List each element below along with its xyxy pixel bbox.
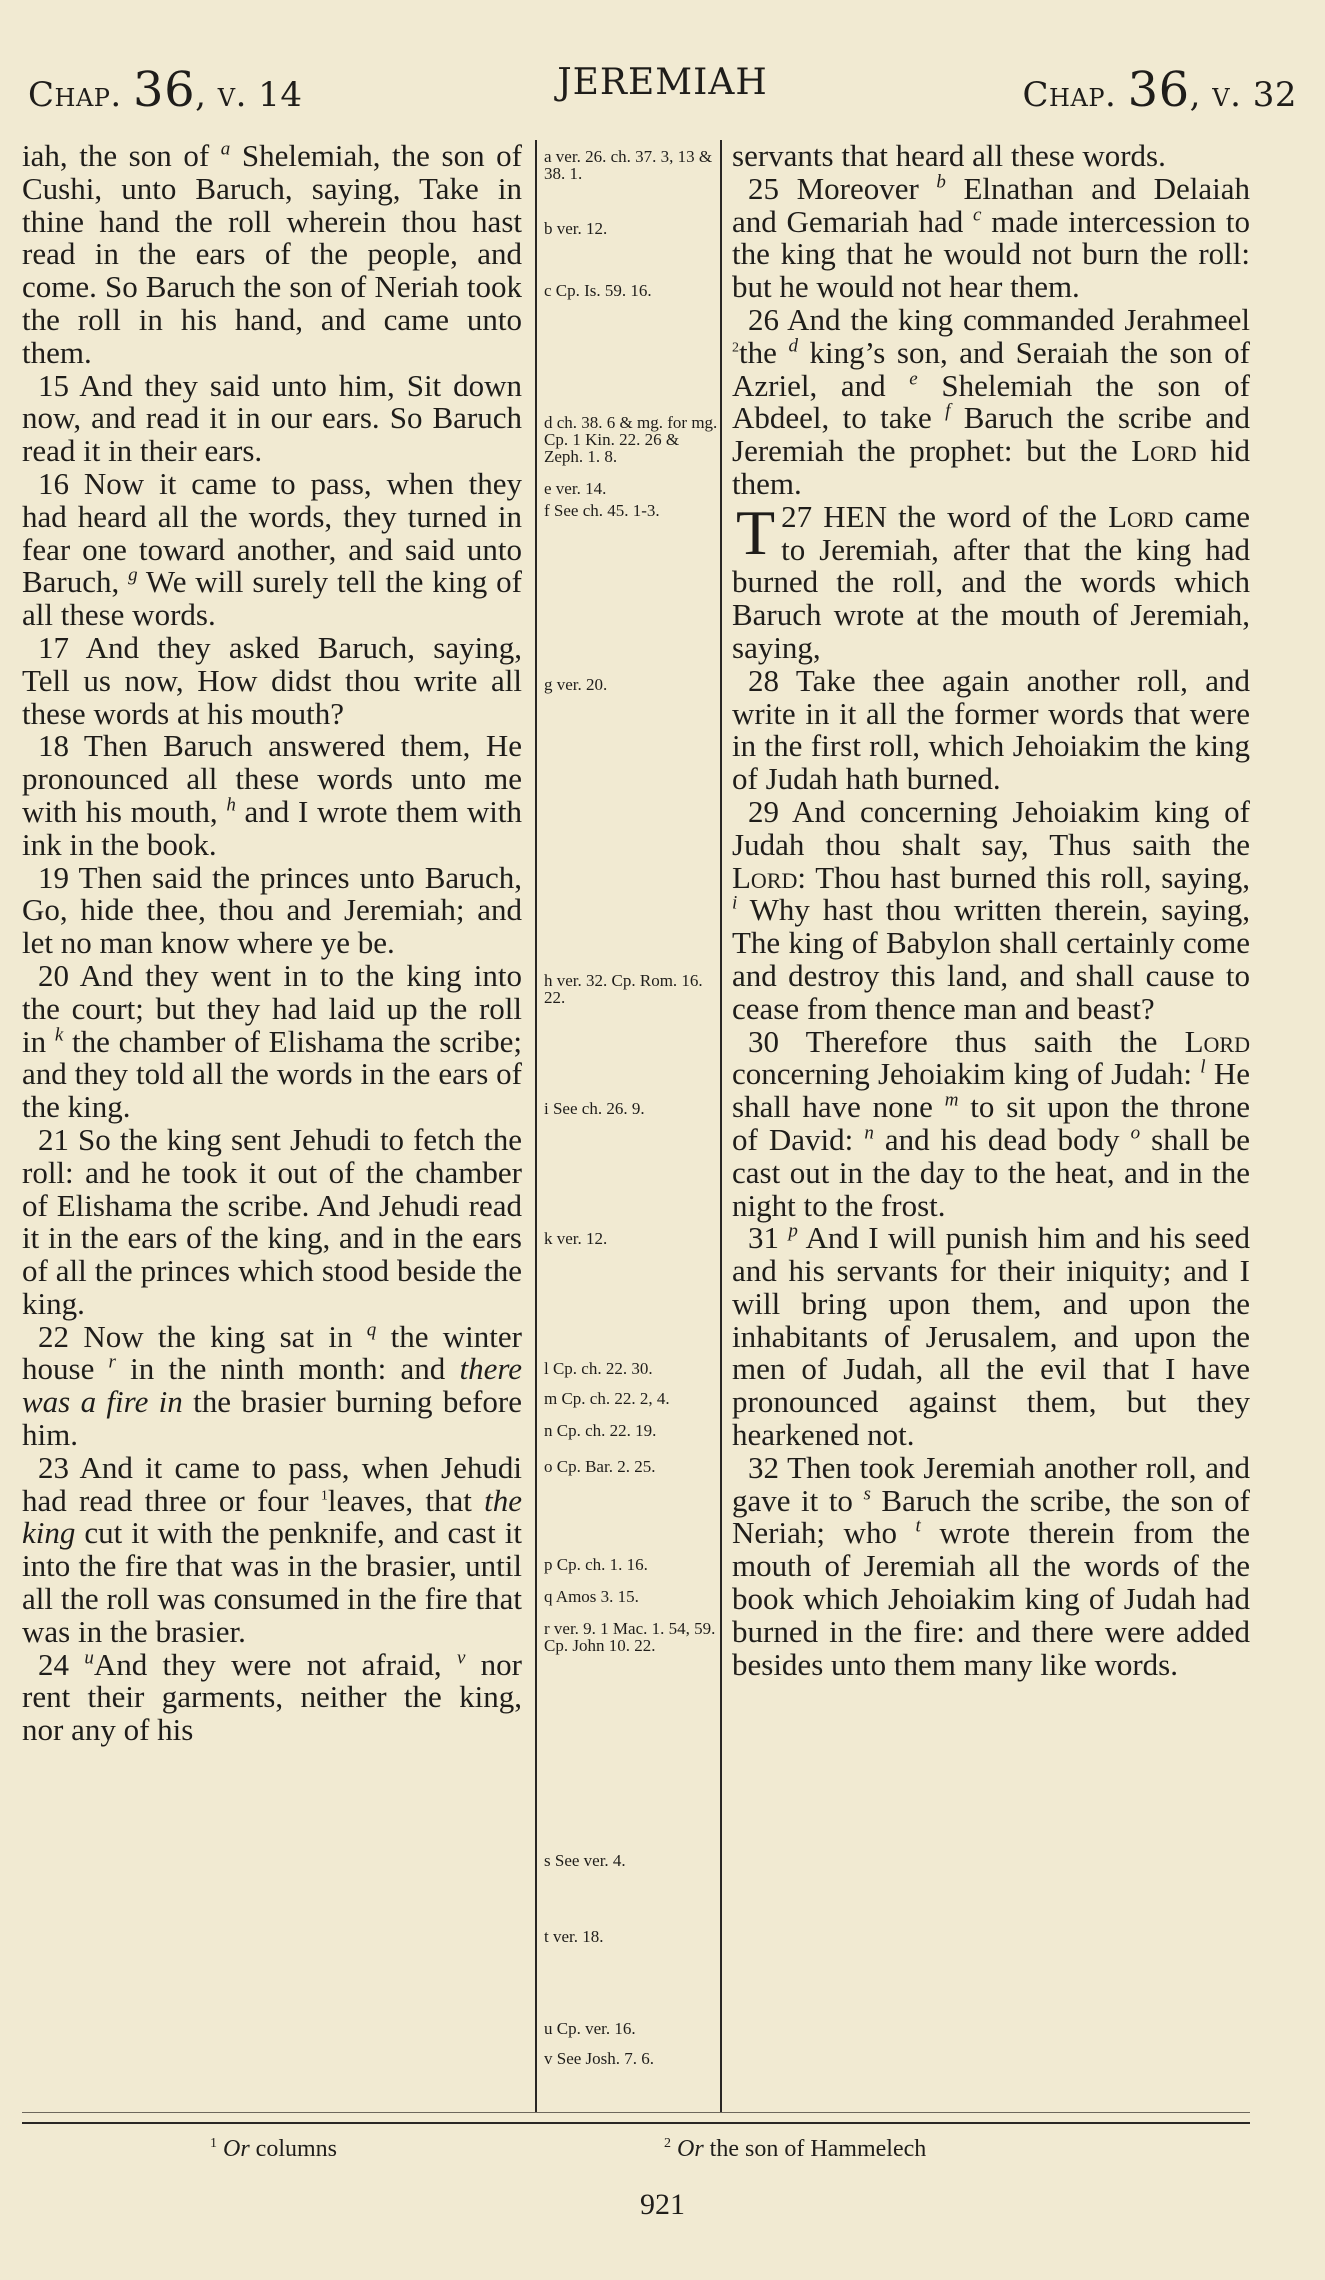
margin-reference: p Cp. ch. 1. 16.	[544, 1555, 648, 1574]
footnote-1-or: Or	[223, 2136, 250, 2162]
right-verse-paragraph: 28 Take thee again another roll, and write in it all the former words that were in the first roll, which Jehoiakim the king of Judah hath burned.	[732, 662, 1250, 797]
right-verse-paragraph: servants that heard all these words.	[732, 138, 1166, 173]
left-verse-paragraph: 18 Then Baruch answered them, He pronounced all these words unto me with his mouth, $^h$ and I wrote them with ink in the book.	[22, 728, 523, 862]
left-verse-paragraph: 24 $^u$And they were not afraid, $^v$ nor rent their garments, neither the king, nor any of his	[22, 1646, 522, 1748]
margin-reference: v See Josh. 7. 6.	[544, 2049, 655, 2068]
left-verse-paragraph: 23 And it came to pass, when Jehudi had read three or four $^1$leaves, that the king cut it with the penknife, and cast it into the fire that was in the brasier, until all the roll was consumed in the fire that was in the brasier.	[22, 1449, 522, 1649]
right-verse-paragraph: 29 And concerning Jehoiakim king of Judah thou shalt say, Thus saith the Lord: Thou hast burned this roll, saying, $^i$ Why hast thou written therein, saying, The king of Babylon shall certainly come and destroy this land, and shall cause to cease from thence man and beast?	[732, 793, 1250, 1026]
margin-reference: f See ch. 45. 1-3.	[544, 501, 660, 520]
footnote-2-number: 2	[664, 2136, 671, 2151]
margin-reference: n Cp. ch. 22. 19.	[544, 1421, 657, 1440]
footnote-1-number: 1	[210, 2136, 217, 2151]
left-verse-paragraph: 22 Now the king sat in $^q$ the winter house $^r$ in the ninth month: and there was a fire in the brasier burning before him.	[22, 1318, 522, 1453]
footnote-2-or: Or	[677, 2136, 704, 2162]
left-verse-paragraph: 21 So the king sent Jehudi to fetch the roll: and he took it out of the chamber of Elishama the scribe. And Jehudi read it in the ears of the king, and in the ears of all the princes which stood beside the king.	[22, 1121, 522, 1321]
left-text-column	[22, 140, 522, 1747]
cross-reference-margin	[540, 140, 718, 2112]
header-right-chap: Chap.	[1022, 75, 1117, 115]
margin-reference: l Cp. ch. 22. 30.	[544, 1359, 653, 1378]
page-header	[28, 62, 1297, 122]
margin-reference: i See ch. 26. 9.	[544, 1099, 645, 1118]
margin-reference: q Amos 3. 15.	[544, 1587, 639, 1606]
margin-reference: s See ver. 4.	[544, 1851, 626, 1870]
right-verse-paragraph: 32 Then took Jeremiah another roll, and gave it to $^s$ Baruch the scribe, the son of Neriah; who $^t$ wrote therein from the mouth of Jeremiah all the words of the book which Jehoiakim king of Judah had burned in the fire: and there were added besides unto them many like words.	[732, 1449, 1251, 1682]
column-divider-left	[535, 140, 537, 2112]
footnote-2	[664, 2136, 926, 2163]
footnote-1	[210, 2136, 337, 2163]
left-verse-paragraph: 17 And they asked Baruch, saying, Tell us now, How didst thou write all these words at his mouth?	[22, 629, 522, 731]
right-verse-paragraph: 27 T HEN the word of the Lord came to Jeremiah, after that the king had burned the roll, and the words which Baruch wrote at the mouth of Jeremiah, saying,	[732, 496, 1251, 665]
margin-reference: k ver. 12.	[544, 1229, 608, 1248]
left-verse-paragraph: 16 Now it came to pass, when they had heard all the words, they turned in fear one toward another, and said unto Baruch, $^g$ We will surely tell the king of all these words.	[22, 465, 522, 633]
header-right	[1023, 62, 1297, 118]
right-verse-paragraph: 26 And the king commanded Jerahmeel $^2$the $^d$ king’s son, and Seraiah the son of Azriel, and $^e$ Shelemiah the son of Abdeel, to take $^f$ Baruch the scribe and Jeremiah the prophet: but the Lord hid them.	[732, 301, 1251, 501]
footnote-1-text: columns	[255, 2136, 337, 2162]
margin-reference: d ch. 38. 6 & mg. for mg. Cp. 1 Kin. 22. 26 & Zeph. 1. 8.	[544, 413, 718, 466]
margin-reference: c Cp. Is. 59. 16.	[544, 281, 652, 300]
margin-reference: r ver. 9. 1 Mac. 1. 54, 59. Cp. John 10. 22.	[544, 1619, 716, 1655]
right-verse-paragraph: 30 Therefore thus saith the Lord concerning Jehoiakim king of Judah: $^l$ He shall have none $^m$ to sit upon the throne of David: $^n$ and his dead body $^o$ shall be cast out in the day to the heat, and in the night to the frost.	[732, 1023, 1250, 1223]
book-title: JEREMIAH	[557, 62, 768, 103]
footnote-rule	[22, 2122, 1250, 2124]
header-left-chapter-number: 36	[133, 62, 196, 118]
left-verse-paragraph: 19 Then said the princes unto Baruch, Go, hide thee, thou and Jeremiah; and let no man know where ye be.	[22, 859, 522, 961]
margin-reference: m Cp. ch. 22. 2, 4.	[544, 1389, 670, 1408]
left-verse-paragraph: iah, the son of $^a$ Shelemiah, the son of Cushi, unto Baruch, saying, Take in thine hand the roll wherein thou hast read in the ears of the people, and come. So Baruch the son of Neriah took the roll in his hand, and came unto them.	[22, 138, 522, 370]
margin-reference: o Cp. Bar. 2. 25.	[544, 1457, 656, 1476]
left-verse-paragraph: 20 And they went in to the king into the court; but they had laid up the roll in $^k$ the chamber of Elishama the scribe; and they told all the words in the ears of the king.	[22, 957, 522, 1125]
header-right-chapter-number: 36	[1127, 62, 1190, 118]
header-left-chap: Chap.	[28, 75, 122, 115]
margin-reference: g ver. 20.	[544, 675, 608, 694]
footnote-2-text: the son of Hammelech	[709, 2136, 927, 2162]
margin-reference: u Cp. ver. 16.	[544, 2019, 636, 2038]
left-verse-paragraph: 15 And they said unto him, Sit down now, and read it in our ears. So Baruch read it in their ears.	[22, 367, 522, 469]
margin-reference: h ver. 32. Cp. Rom. 16. 22.	[544, 971, 703, 1007]
header-left-verse: , v. 14	[195, 75, 303, 115]
margin-reference: a ver. 26. ch. 37. 3, 13 & 38. 1.	[544, 147, 713, 183]
page-number: 921	[640, 2188, 685, 2221]
right-verse-paragraph: 31 $^p$ And I will punish him and his seed and his servants for their iniquity; and I will bring upon them, and upon the inhabitants of Jerusalem, and upon the men of Judah, all the evil that I have pronounced against them, but they hearkened not.	[732, 1220, 1250, 1453]
margin-reference: t ver. 18.	[544, 1927, 604, 1946]
right-verse-paragraph: 25 Moreover $^b$ Elnathan and Delaiah and Gemariah had $^c$ made intercession to the king that he would not burn the roll: but he would not hear them.	[732, 170, 1251, 305]
header-right-verse: , v. 32	[1189, 75, 1297, 115]
right-text-column	[732, 140, 1250, 1681]
column-divider-right	[720, 140, 722, 2112]
footnote-rule-thin	[22, 2112, 1250, 2113]
margin-reference: e ver. 14.	[544, 479, 607, 498]
margin-reference: b ver. 12.	[544, 219, 608, 238]
